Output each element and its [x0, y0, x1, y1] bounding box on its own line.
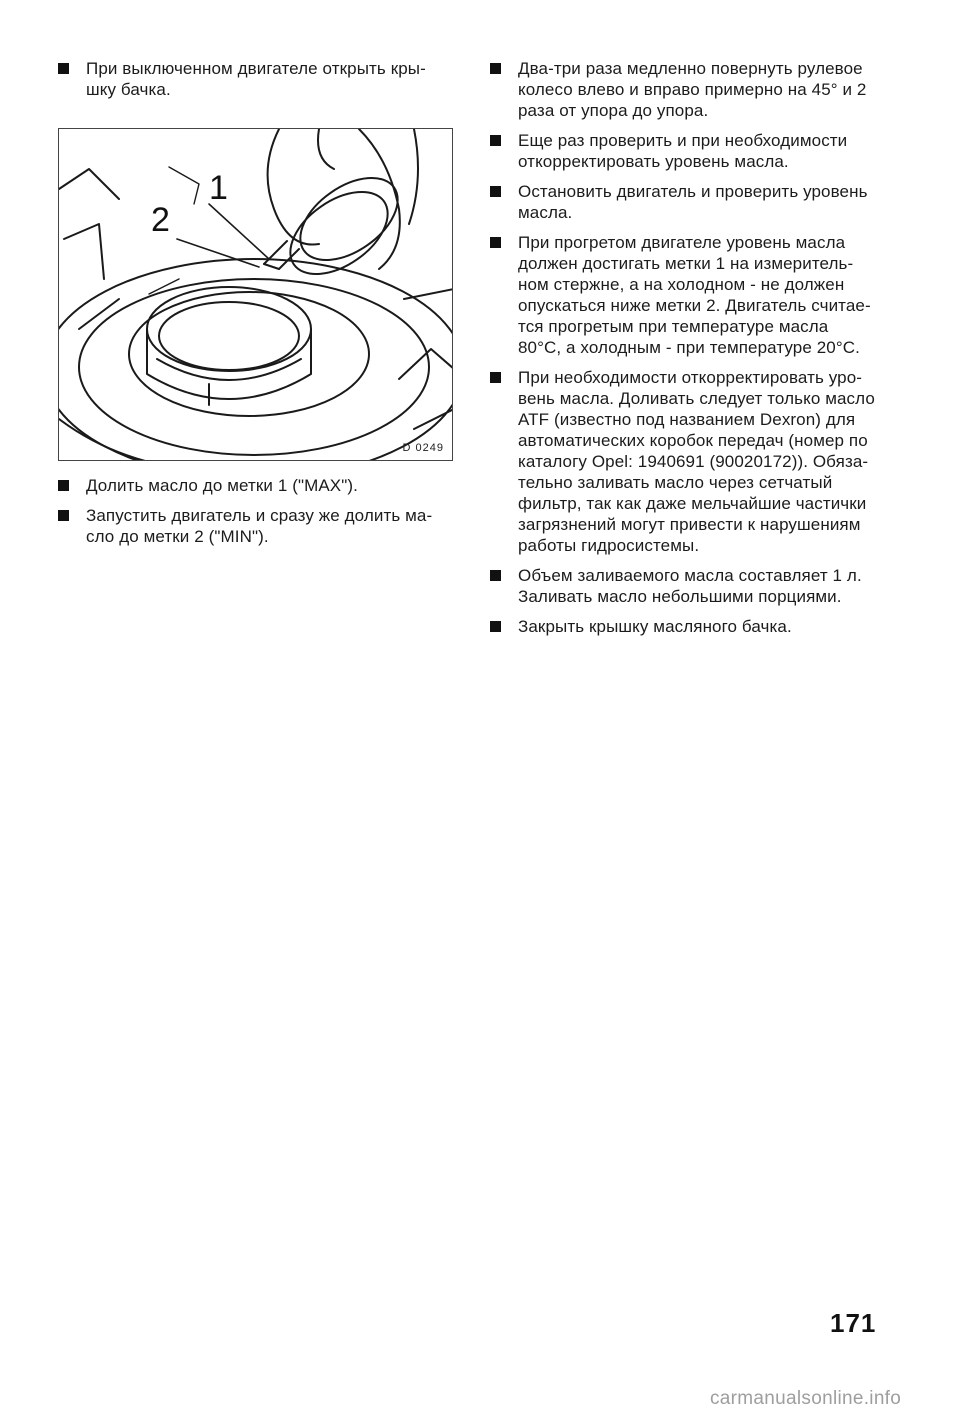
bullet-square-icon — [58, 480, 69, 491]
reservoir-illustration — [58, 128, 453, 461]
watermark: carmanualsonline.info — [710, 1388, 902, 1409]
bullet-text: Долить масло до метки 1 ("MAX"). — [86, 476, 358, 495]
reservoir-drawing — [59, 129, 453, 461]
bullet-open-cap — [58, 58, 453, 100]
bullet-fill-max — [58, 475, 453, 496]
bullet-oil-volume — [490, 565, 900, 607]
bullet-text: При необходимости откорректировать уро- вень масла. Доливать следует только масло ATF (известно под названием Dexron) для автоматических коробок передач (номер по каталогу Opel: 1940691 (90020172)). Обяза- тельно заливать масло через сетчатый фильтр, так как даже мельчайшие частички загрязнений могут привести к нарушениям работы гидросистемы. — [518, 368, 875, 555]
bullet-text: При выключенном двигателе открыть кры- шку бачка. — [86, 59, 426, 99]
bullet-square-icon — [58, 510, 69, 521]
bullet-square-icon — [490, 237, 501, 248]
figure-label-2: 2 — [151, 201, 170, 239]
bullet-square-icon — [490, 63, 501, 74]
bullet-close-cap — [490, 616, 900, 637]
bullet-start-engine — [58, 505, 453, 547]
bullet-square-icon — [490, 621, 501, 632]
page-number: 171 — [830, 1308, 877, 1338]
bullet-text: Закрыть крышку масляного бачка. — [518, 617, 792, 636]
bullet-text: Запустить двигатель и сразу же долить ма- сло до метки 2 ("MIN"). — [86, 506, 433, 546]
bullet-square-icon — [58, 63, 69, 74]
right-column — [490, 58, 900, 646]
figure-label-1: 1 — [209, 169, 228, 207]
bullet-text: Остановить двигатель и проверить уровень масла. — [518, 182, 868, 222]
bullet-warm-engine-level — [490, 232, 900, 358]
bullet-recheck-level — [490, 130, 900, 172]
bullet-text: Еще раз проверить и при необходимости откорректировать уровень масла. — [518, 131, 848, 171]
bullet-text: При прогретом двигателе уровень масла должен достигать метки 1 на измеритель- ном стержне, а на холодном - не должен опускаться ниже метки 2. Двигатель считае- тся прогретым при температуре масла 80°C, а холодным - при температуре 20°C. — [518, 233, 871, 357]
bullet-text: Два-три раза медленно повернуть рулевое колесо влево и вправо примерно на 45° и 2 раза от упора до упора. — [518, 59, 867, 120]
left-column — [58, 58, 453, 556]
bullet-turn-wheel — [490, 58, 900, 121]
bullet-correct-level — [490, 367, 900, 556]
bullet-stop-engine — [490, 181, 900, 223]
figure-code: D 0249 — [402, 442, 444, 454]
bullet-square-icon — [490, 186, 501, 197]
bullet-square-icon — [490, 372, 501, 383]
bullet-text: Объем заливаемого масла составляет 1 л. Заливать масло небольшими порциями. — [518, 566, 862, 606]
bullet-square-icon — [490, 135, 501, 146]
bullet-square-icon — [490, 570, 501, 581]
